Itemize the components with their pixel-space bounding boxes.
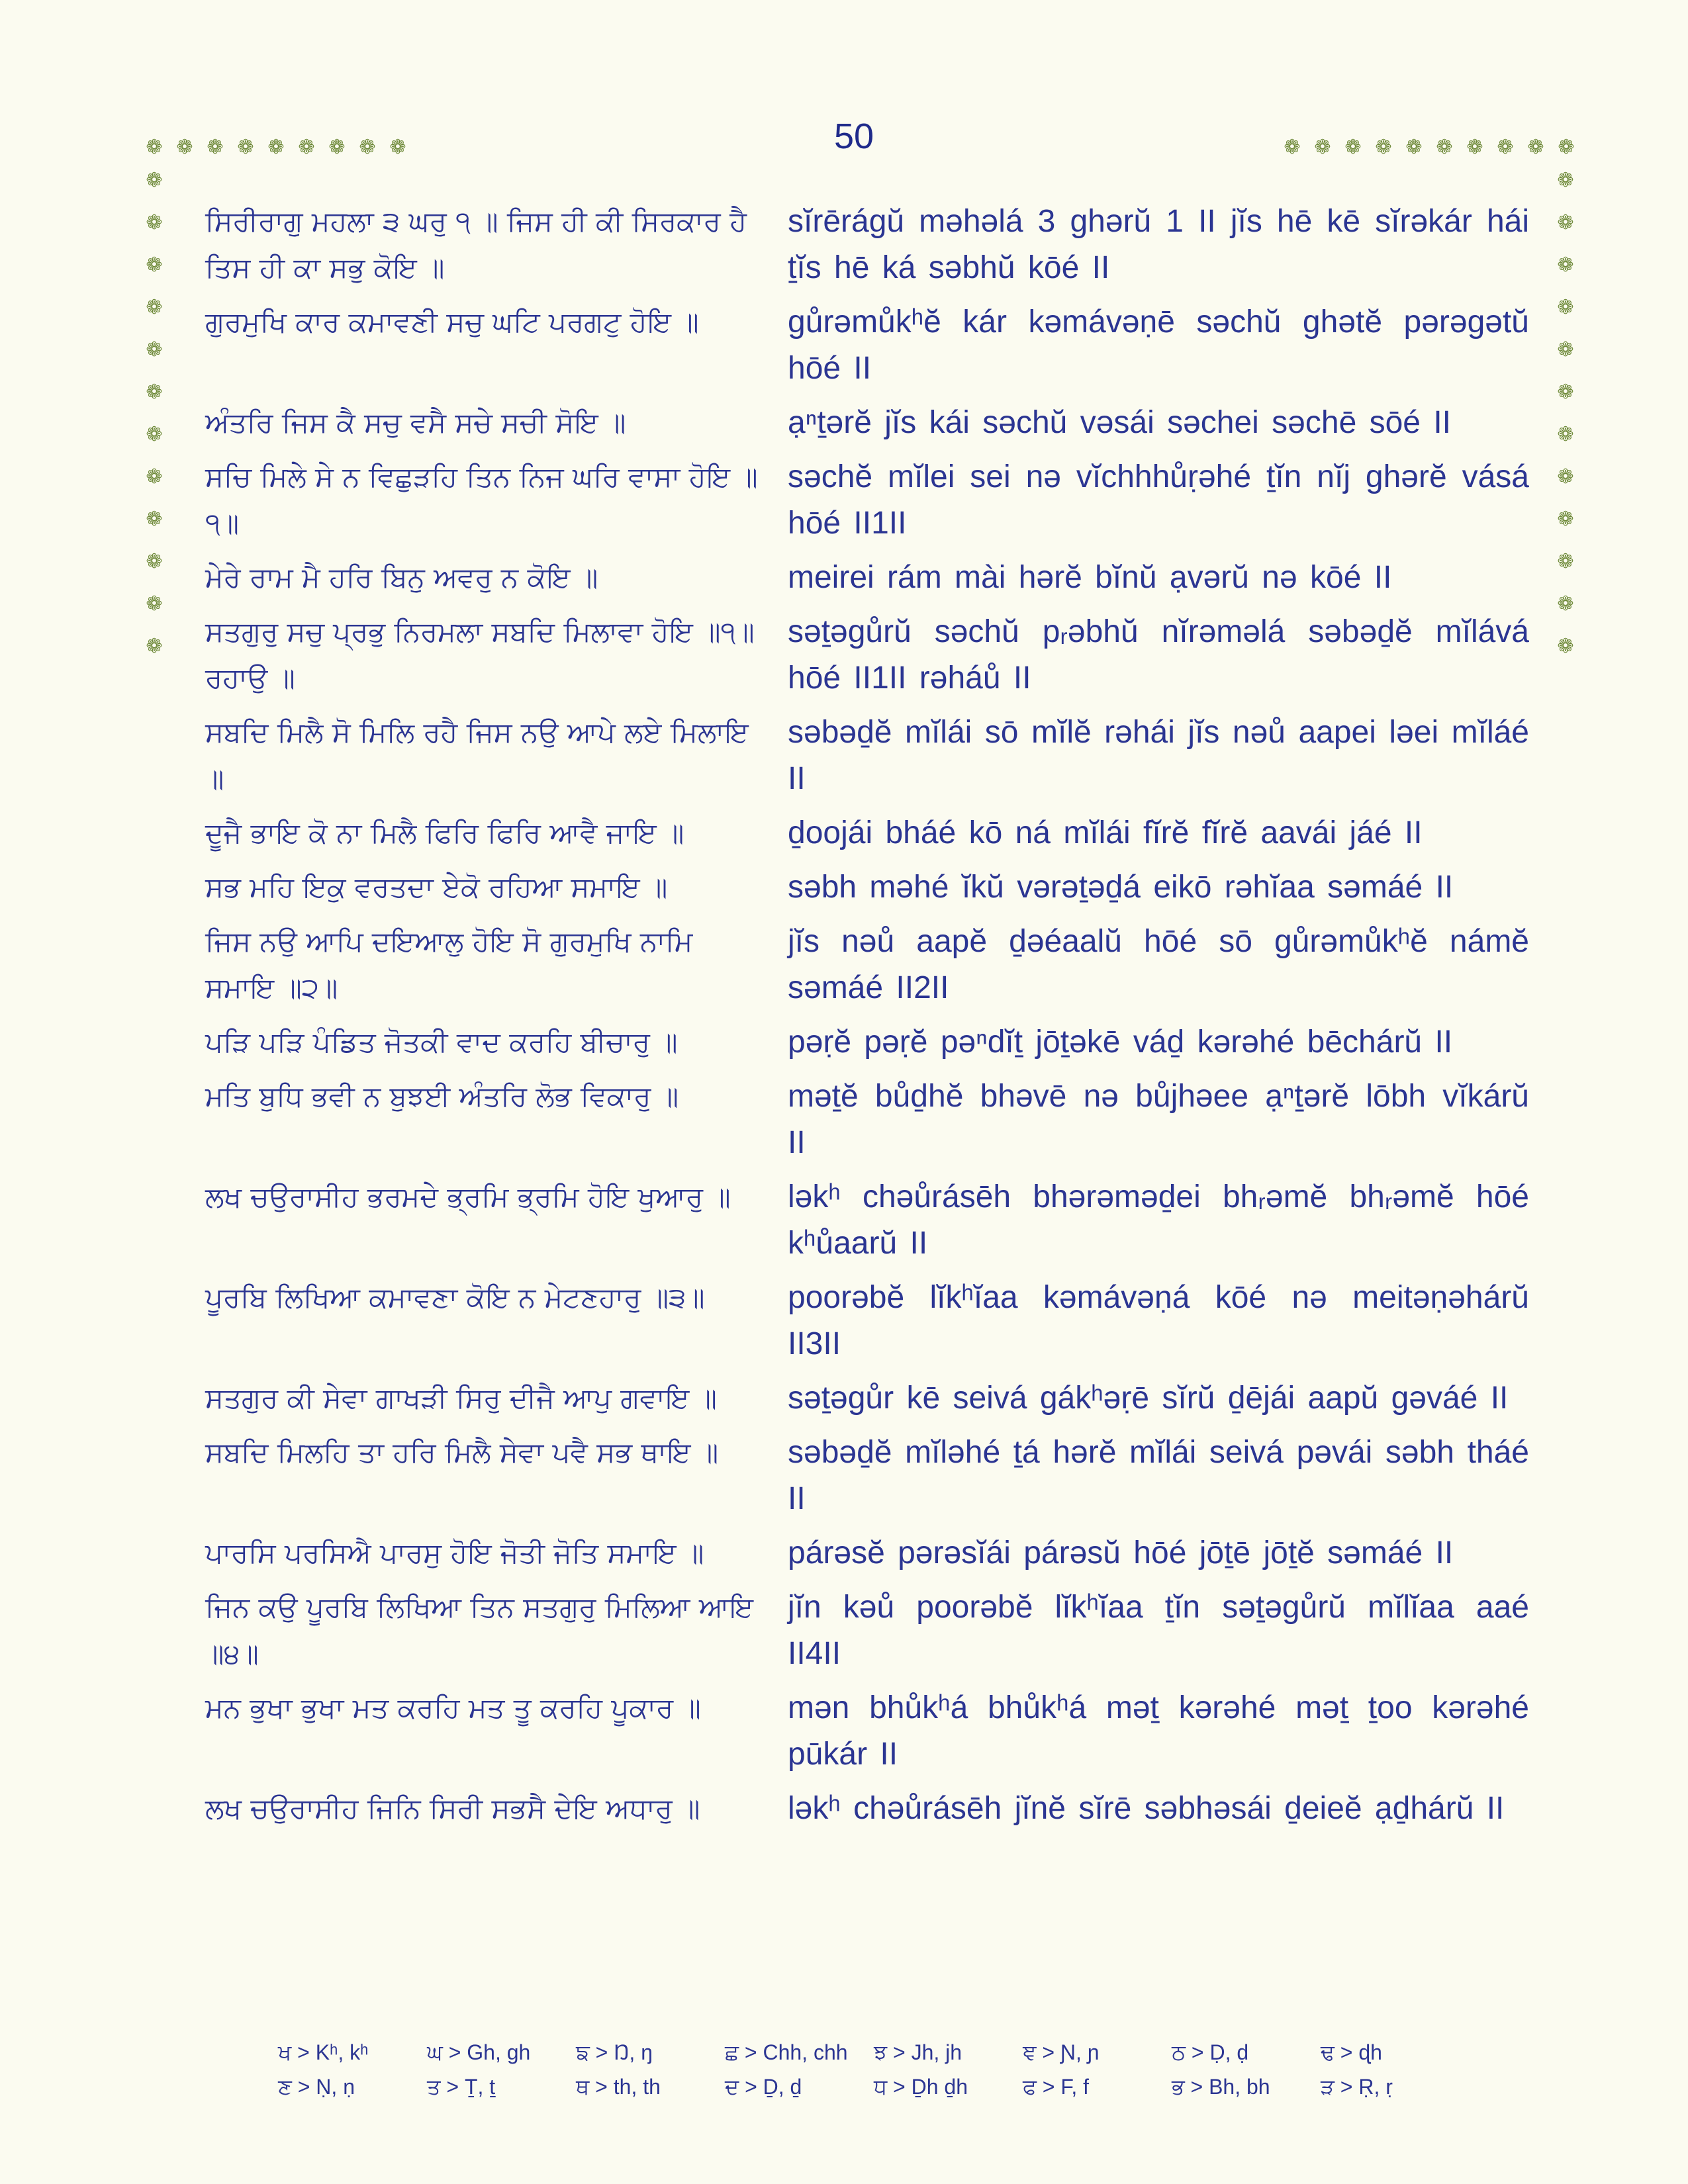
flower-ornament-icon: ❁: [1557, 508, 1574, 531]
gurmukhi-text: ਮਨ ਭੁਖਾ ਭੁਖਾ ਮਤ ਕਰਹਿ ਮਤ ਤੂ ਕਰਹਿ ਪੂਕਾਰ ॥: [205, 1692, 701, 1724]
legend-row: [278, 2070, 1470, 2104]
gurmukhi-text: ਦੂਜੈ ਭਾਇ ਕੋ ਨਾ ਮਿਲੈ ਫਿਰਿ ਫਿਰਿ ਆਵੈ ਜਾਇ ॥: [205, 817, 684, 849]
gurmukhi-text: ਜਿਨ ਕਉ ਪੂਰਬਿ ਲਿਖਿਆ ਤਿਨ ਸਤਗੁਰੁ ਮਿਲਿਆ ਆਇ ॥੪॥: [205, 1591, 754, 1670]
gurmukhi-text: ਸਤਗੁਰ ਕੀ ਸੇਵਾ ਗਾਖੜੀ ਸਿਰੁ ਦੀਜੈ ਆਪੁ ਗਵਾਇ ॥: [205, 1382, 717, 1414]
flower-ornament-icon: ❁: [1557, 550, 1574, 573]
gurmukhi-text: ਸਚਿ ਮਿਲੇ ਸੇ ਨ ਵਿਛੁੜਹਿ ਤਿਨ ਨਿਜ ਘਰਿ ਵਾਸਾ ਹੋਇ ॥੧॥: [205, 461, 758, 539]
verse-row: [205, 1786, 1529, 1832]
flower-ornament-icon: ❁: [1497, 136, 1514, 159]
gurmukhi-text: ਸਤਗੁਰੁ ਸਚੁ ਪ੍ਰਭੁ ਨਿਰਮਲਾ ਸਬਦਿ ਮਿਲਾਵਾ ਹੋਇ ॥੧॥ ਰਹਾਉ ॥: [205, 615, 755, 694]
flower-ornament-icon: ❁: [146, 169, 163, 192]
transliteration-text: sĭrērágŭ məhəlá 3 ghərŭ 1 II jĭs hē kē sĭrəkár hái ṯĭs hē ká səbhŭ kōé II: [788, 204, 1529, 285]
legend-item: ਭ > Bh, bh: [1172, 2075, 1270, 2099]
flower-ornament-icon: ❁: [146, 253, 163, 277]
verse-row: [205, 199, 1529, 291]
flower-ornament-icon: ❁: [1557, 465, 1574, 488]
page-number: 50: [833, 116, 874, 156]
transliteration-text: gůrəmůkʰĕ kár kəmávəṇē səchŭ ghətĕ pərəgətŭ hōé II: [788, 304, 1529, 386]
verse-row: [205, 400, 1529, 446]
legend-item: ਫ > F, f: [1023, 2075, 1090, 2099]
gurmukhi-text: ਪੂਰਬਿ ਲਿਖਿਆ ਕਮਾਵਣਾ ਕੋਇ ਨ ਮੇਟਣਹਾਰੁ ॥੩॥: [205, 1281, 705, 1314]
gurmukhi-text: ਅੰਤਰਿ ਜਿਸ ਕੈ ਸਚੁ ਵਸੈ ਸਚੇ ਸਚੀ ਸੋਇ ॥: [205, 406, 626, 439]
flower-ornament-icon: ❁: [1375, 136, 1392, 159]
verse-row: [205, 1530, 1529, 1576]
verse-row: [205, 1275, 1529, 1367]
flower-ornament-icon: ❁: [298, 136, 315, 159]
legend-item: ਥ > th, th: [576, 2075, 661, 2099]
transliteration-text: jĭs nəů aapĕ ḏəéaalŭ hōé sō gůrəmůkʰĕ námĕ səmáé II2II: [788, 924, 1529, 1005]
legend-item: ਧ > Ḏh ḏh: [874, 2075, 968, 2099]
transliteration-text: səṯəgůrŭ səchŭ pᵣəbhŭ nĭrəməlá səbəḏĕ mĭlává hōé II1II rəháů II: [788, 614, 1529, 696]
flower-ornament-icon: ❁: [328, 136, 346, 159]
flower-ornament-icon: ❁: [389, 136, 406, 159]
gurmukhi-text: ਮਤਿ ਬੁਧਿ ਭਵੀ ਨ ਬੁਝਈ ਅੰਤਰਿ ਲੋਭ ਵਿਕਾਰੁ ॥: [205, 1080, 679, 1113]
legend-item: ਠ > Ḍ, ḍ: [1172, 2040, 1249, 2064]
verse-row: [205, 609, 1529, 702]
verse-row: [205, 1375, 1529, 1422]
transliteration-text: səṯəgůr kē seivá gákʰəṛē sĭrŭ ḏējái aapŭ gəváé II: [788, 1381, 1509, 1416]
legend-item: ਤ > Ṯ, ṯ: [427, 2075, 496, 2099]
flower-ornament-icon: ❁: [1557, 635, 1574, 658]
transliteration-text: səchĕ mĭlei sei nə vĭchhhůṛəhé ṯĭn nĭj ghərĕ vásá hōé II1II: [788, 459, 1529, 541]
flower-ornament-icon: ❁: [1344, 136, 1362, 159]
flower-ornament-icon: ❁: [146, 465, 163, 488]
flower-ornament-icon: ❁: [1557, 253, 1574, 277]
transliteration-text: məṯĕ bůḏhĕ bhəvē nə bůjhəee ạⁿṯərĕ lōbh vĭkárŭ II: [788, 1079, 1529, 1160]
legend-item: ਣ > Ṇ, ṇ: [278, 2075, 355, 2099]
transliteration-legend: [278, 2035, 1470, 2104]
verse-row: [205, 864, 1529, 911]
flower-ornament-icon: ❁: [1466, 136, 1483, 159]
gurmukhi-text: ਸਭ ਮਹਿ ਇਕੁ ਵਰਤਦਾ ਏਕੋ ਰਹਿਆ ਸਮਾਇ ॥: [205, 871, 668, 903]
verse-row: [205, 1174, 1529, 1267]
verse-row: [205, 1430, 1529, 1522]
flower-ornament-icon: ❁: [359, 136, 376, 159]
flower-ornament-icon: ❁: [146, 338, 163, 361]
flower-ornament-icon: ❁: [1527, 136, 1544, 159]
flower-ornament-icon: ❁: [146, 381, 163, 404]
verse-row: [205, 1019, 1529, 1066]
transliteration-text: səbh məhé ĭkŭ vərəṯəḏá eikō rəhĭaa səmáé II: [788, 870, 1454, 905]
verse-row: [205, 299, 1529, 392]
gurmukhi-text: ਪੜਿ ਪੜਿ ਪੰਡਿਤ ਜੋਤਕੀ ਵਾਦ ਕਰਹਿ ਬੀਚਾਰੁ ॥: [205, 1026, 678, 1058]
flower-ornament-icon: ❁: [237, 136, 254, 159]
gurmukhi-text: ਸਬਦਿ ਮਿਲੈ ਸੋ ਮਿਲਿ ਰਹੈ ਜਿਸ ਨਉ ਆਪੇ ਲਏ ਮਿਲਾਇ ॥: [205, 716, 749, 795]
gurmukhi-text: ਪਾਰਸਿ ਪਰਸਿਐ ਪਾਰਸੁ ਹੋਇ ਜੋਤੀ ਜੋਤਿ ਸਮਾਇ ॥: [205, 1537, 704, 1569]
flower-ornament-icon: ❁: [146, 211, 163, 234]
flower-ornament-icon: ❁: [146, 136, 163, 159]
gurmukhi-text: ਗੁਰਮੁਖਿ ਕਾਰ ਕਮਾਵਣੀ ਸਚੁ ਘਟਿ ਪਰਗਟੁ ਹੋਇ ॥: [205, 306, 699, 338]
transliteration-text: səbəḏĕ mĭlái sō mĭlĕ rəhái jĭs nəů aapei ləei mĭláé II: [788, 715, 1529, 796]
transliteration-text: pəṛĕ pəṛĕ pəⁿdĭṯ jōṯəkē váḏ kərəhé bēchárŭ II: [788, 1024, 1453, 1060]
verse-row: [205, 709, 1529, 802]
verse-row: [205, 555, 1529, 601]
transliteration-text: ləkʰ chəůrásēh jĭnĕ sĭrē səbhəsái ḏeieĕ ạḏhárŭ II: [788, 1791, 1505, 1826]
flower-ornament-icon: ❁: [267, 136, 285, 159]
legend-item: ਙ > Ŋ, ŋ: [576, 2040, 653, 2064]
legend-row: [278, 2035, 1470, 2070]
flower-ornament-icon: ❁: [1557, 381, 1574, 404]
flower-ornament-icon: ❁: [1557, 296, 1574, 319]
gurmukhi-text: ਲਖ ਚਉਰਾਸੀਹ ਜਿਨਿ ਸਿਰੀ ਸਭਸੈ ਦੇਇ ਅਧਾਰੁ ॥: [205, 1792, 700, 1825]
flower-ornament-icon: ❁: [207, 136, 224, 159]
legend-item: ਝ > Jh, jh: [874, 2040, 962, 2064]
verse-row: [205, 1073, 1529, 1166]
verse-row: [205, 454, 1529, 547]
flower-ornament-icon: ❁: [146, 296, 163, 319]
flower-ornament-icon: ❁: [1284, 136, 1301, 159]
flower-ornament-icon: ❁: [146, 508, 163, 531]
flower-ornament-icon: ❁: [1557, 169, 1574, 192]
transliteration-text: meirei rám mài hərĕ bĭnŭ ạvərŭ nə kōé II: [788, 560, 1392, 595]
flower-ornament-icon: ❁: [176, 136, 193, 159]
flower-ornament-icon: ❁: [1557, 211, 1574, 234]
gurmukhi-text: ਮੇਰੇ ਰਾਮ ਮੈ ਹਰਿ ਬਿਨੁ ਅਵਰੁ ਨ ਕੋਇ ॥: [205, 561, 598, 594]
flower-ornament-icon: ❁: [146, 423, 163, 446]
gurmukhi-text: ਜਿਸ ਨਉ ਆਪਿ ਦਇਆਲੁ ਹੋਇ ਸੋ ਗੁਰਮੁਖਿ ਨਾਮਿ ਸਮਾਇ ॥੨॥: [205, 925, 693, 1004]
gurmukhi-text: ਸਬਦਿ ਮਿਲਹਿ ਤਾ ਹਰਿ ਮਿਲੈ ਸੇਵਾ ਪਵੈ ਸਭ ਥਾਇ ॥: [205, 1436, 719, 1469]
flower-ornament-icon: ❁: [1557, 592, 1574, 615]
legend-item: ਦ > Ḏ, ḏ: [725, 2075, 802, 2099]
flower-ornament-icon: ❁: [146, 592, 163, 615]
verse-row: [205, 919, 1529, 1011]
flower-ornament-icon: ❁: [1436, 136, 1453, 159]
flower-ornament-icon: ❁: [1557, 338, 1574, 361]
transliteration-text: ạⁿṯərĕ jĭs kái səchŭ vəsái səchei səchē sōé II: [788, 405, 1451, 440]
verse-row: [205, 1685, 1529, 1778]
flower-ornament-icon: ❁: [146, 550, 163, 573]
verse-row: [205, 810, 1529, 856]
flower-ornament-icon: ❁: [1405, 136, 1423, 159]
flower-ornament-icon: ❁: [146, 635, 163, 658]
verse-row: [205, 1584, 1529, 1677]
transliteration-text: jĭn kəů poorəbĕ lĭkʰĭaa ṯĭn səṯəgůrŭ mĭlĭaa aaé II4II: [788, 1590, 1529, 1671]
gurmukhi-text: ਸਿਰੀਰਾਗੁ ਮਹਲਾ ੩ ਘਰੁ ੧ ॥ ਜਿਸ ਹੀ ਕੀ ਸਿਰਕਾਰ ਹੈ ਤਿਸ ਹੀ ਕਾ ਸਭੁ ਕੋਇ ॥: [205, 205, 747, 284]
transliteration-text: səbəḏĕ mĭləhé ṯá hərĕ mĭlái seivá pəvái səbh tháé II: [788, 1435, 1529, 1516]
legend-item: ਖ > Kʰ, kʰ: [278, 2040, 369, 2064]
transliteration-text: ḏoojái bháé kō ná mĭlái fĭrĕ fĭrĕ aavái jáé II: [788, 815, 1423, 850]
transliteration-text: mən bhůkʰá bhůkʰá məṯ kərəhé məṯ ṯoo kərəhé pūkár II: [788, 1690, 1529, 1772]
flower-ornament-icon: ❁: [1314, 136, 1331, 159]
flower-ornament-icon: ❁: [1558, 136, 1575, 159]
legend-item: ਞ > Ɲ, ɲ: [1023, 2040, 1100, 2064]
legend-item: ਢ > ɖh: [1321, 2040, 1382, 2064]
transliteration-text: ləkʰ chəůrásēh bhərəməḏei bhᵣəmĕ bhᵣəmĕ hōé kʰůaarŭ II: [788, 1179, 1529, 1261]
transliteration-text: poorəbĕ lĭkʰĭaa kəmávəṇá kōé nə meitəṇəhárŭ II3II: [788, 1280, 1529, 1361]
flower-ornament-icon: ❁: [1557, 423, 1574, 446]
verse-list: [205, 199, 1529, 1840]
legend-item: ਛ > Chh, chh: [725, 2040, 848, 2064]
transliteration-text: párəsĕ pərəsĭái párəsŭ hōé jōṯē jōṯĕ səmáé II: [788, 1535, 1454, 1570]
gurmukhi-text: ਲਖ ਚਉਰਾਸੀਹ ਭਰਮਦੇ ਭ੍ਰਮਿ ਭ੍ਰਮਿ ਹੋਇ ਖੁਆਰੁ ॥: [205, 1181, 731, 1213]
legend-item: ਘ > Gh, gh: [427, 2040, 531, 2064]
legend-item: ੜ > Ṛ, ṛ: [1321, 2075, 1393, 2099]
